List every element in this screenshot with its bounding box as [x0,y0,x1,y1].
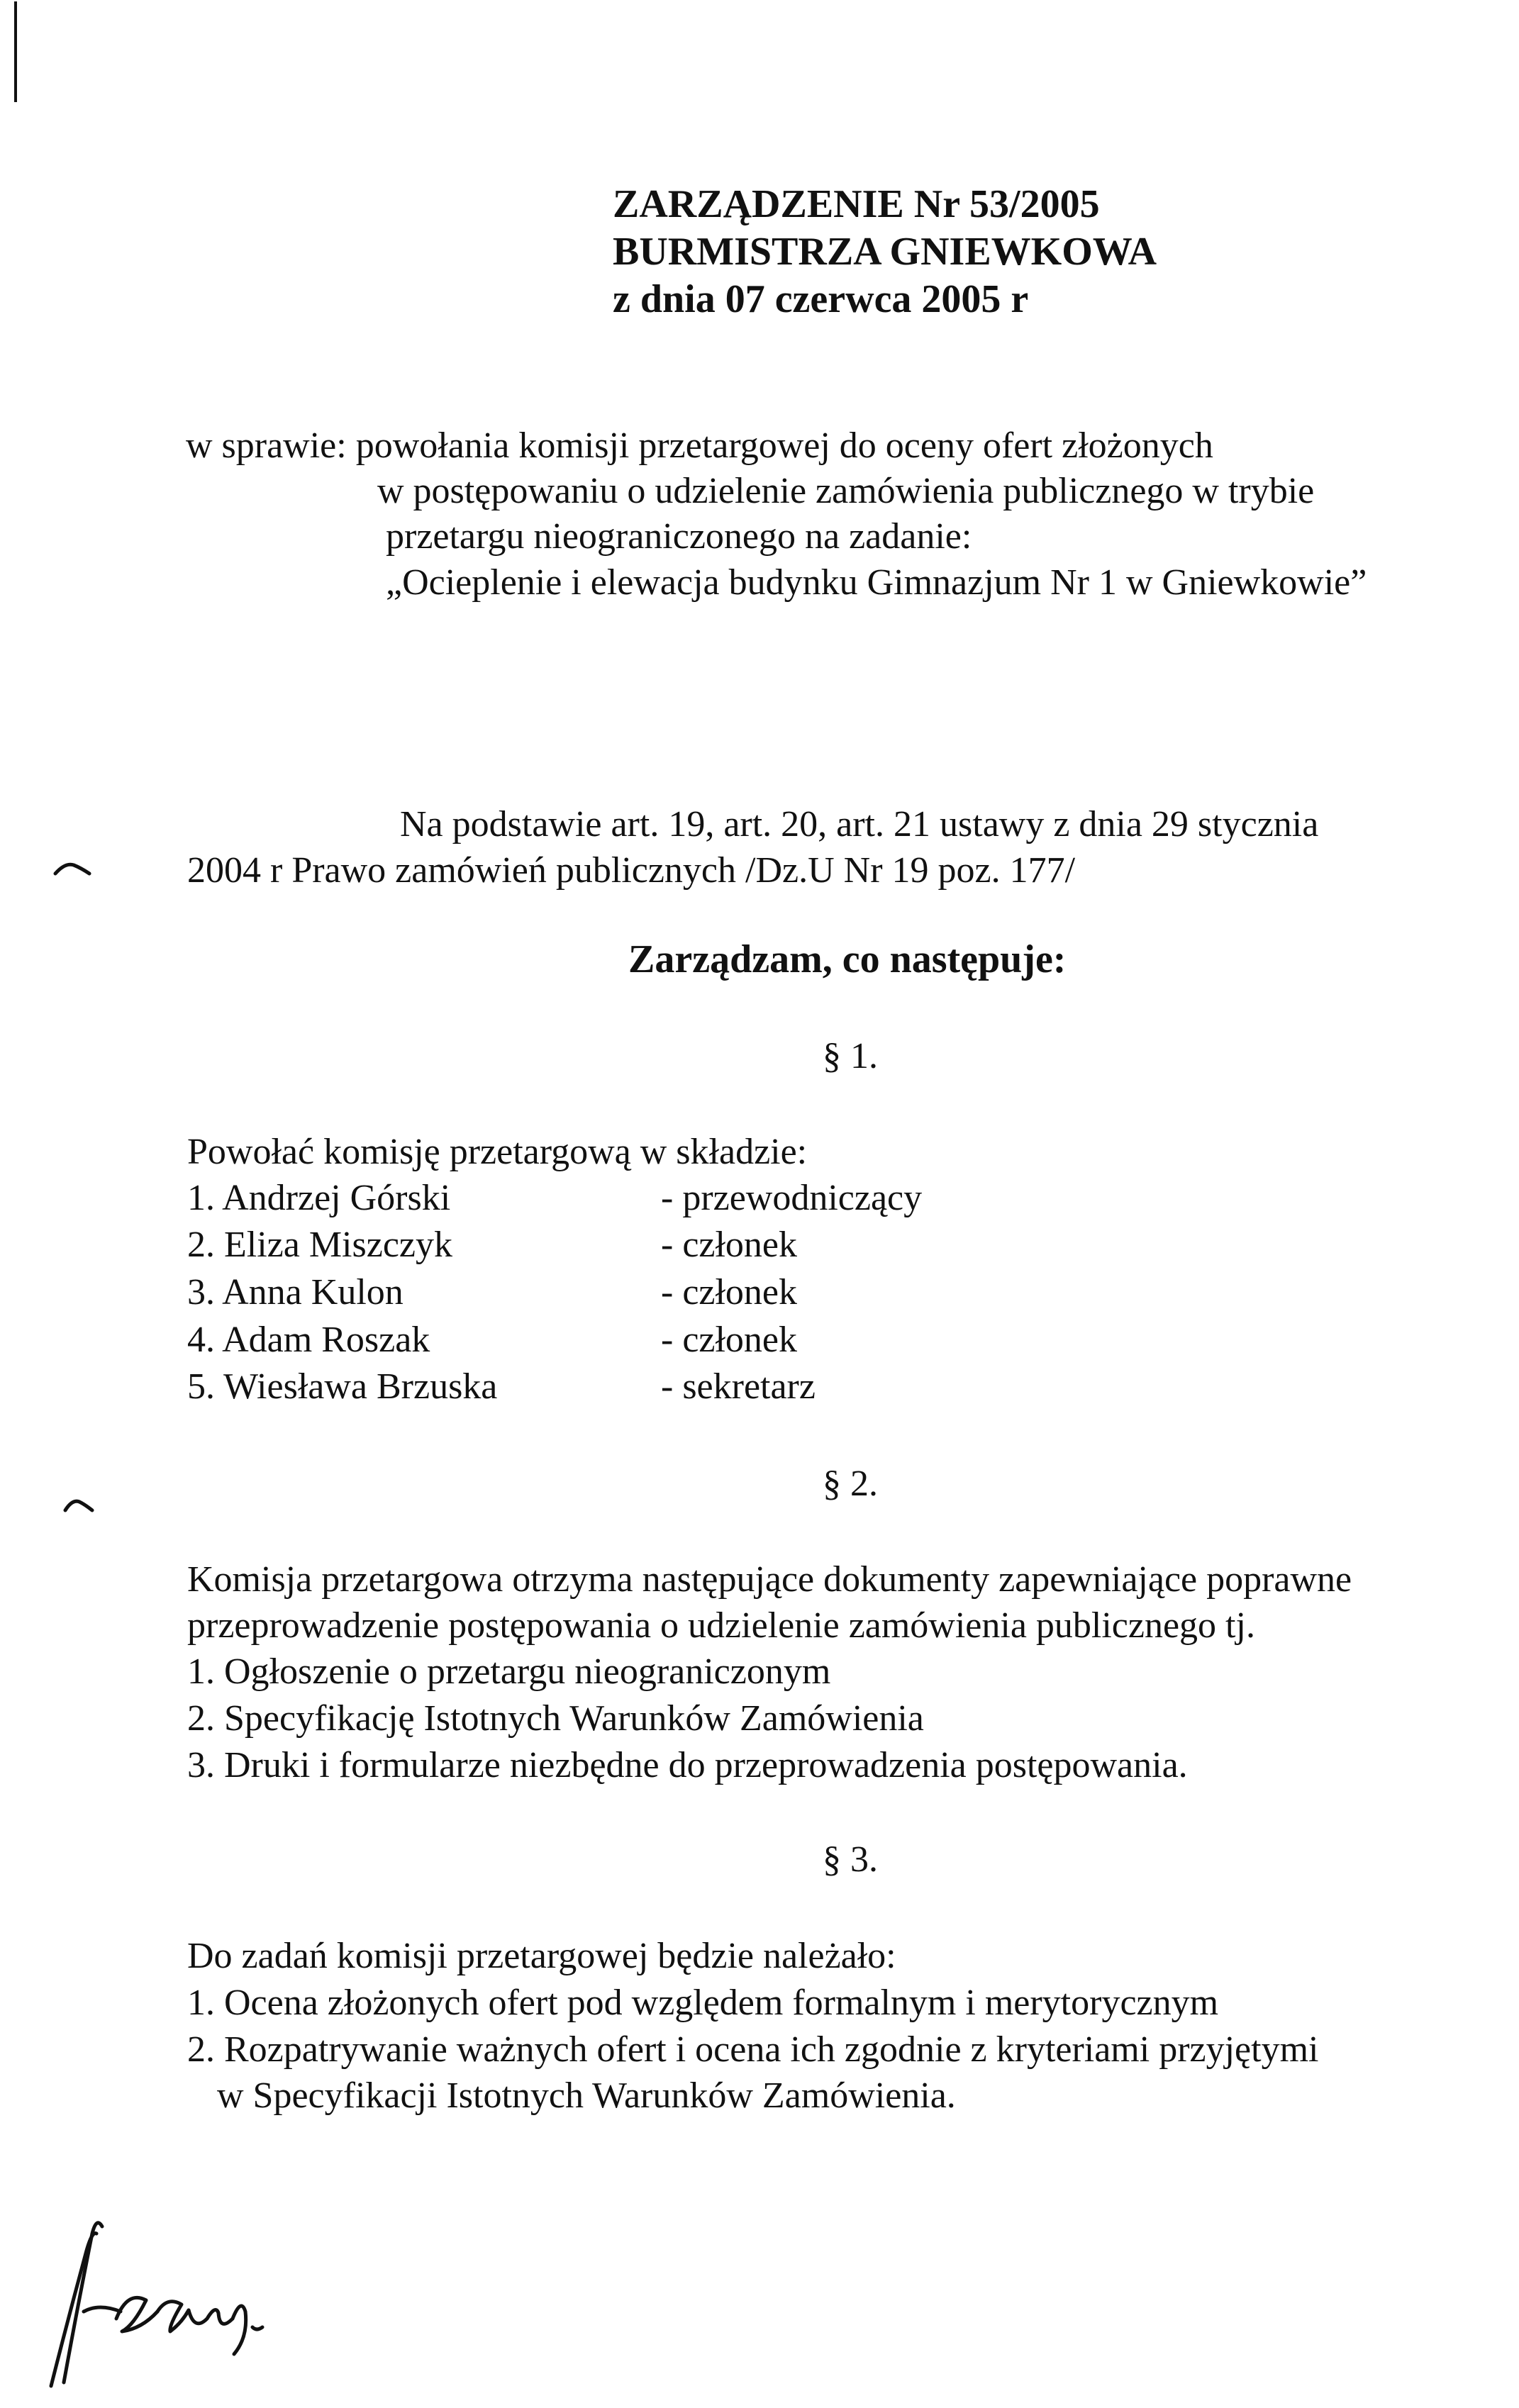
list-item: 1. Ocena złożonych ofert pod względem formalnym i merytorycznym [187,1983,1219,2023]
section-1-intro: Powołać komisję przetargową w składzie: [187,1132,808,1172]
subject-line-4: „Ocieplenie i elewacja budynku Gimnazjum Nr 1 w Gniewkowie” [386,562,1367,603]
subject-line-2: w postępowaniu o udzielenie zamówienia publicznego w trybie [377,471,1315,511]
member-role: - przewodniczący [661,1178,923,1218]
member-role: - członek [661,1320,798,1360]
member-name: 3. Anna Kulon [187,1272,404,1312]
member-role: - sekretarz [661,1366,816,1407]
document-title: ZARZĄDZENIE Nr 53/2005 [613,182,1100,226]
section-2-mark: § 2. [823,1464,878,1504]
member-name: 1. Andrzej Górski [187,1178,451,1218]
section-3-intro: Do zadań komisji przetargowej będzie należało: [187,1936,896,1976]
member-role: - członek [661,1272,798,1312]
section-1-mark: § 1. [823,1036,878,1076]
member-name: 5. Wiesława Brzuska [187,1366,498,1407]
scan-edge-line [14,1,17,102]
subject-line-1: w sprawie: powołania komisji przetargowej do oceny ofert złożonych [186,425,1213,466]
member-name: 2. Eliza Miszczyk [187,1225,452,1265]
member-role: - członek [661,1225,798,1265]
section-3-mark: § 3. [823,1839,878,1880]
margin-tick-mark [52,858,94,879]
list-item-continuation: w Specyfikacji Istotnych Warunków Zamówienia. [217,2075,956,2116]
margin-tick-mark [62,1496,95,1515]
signature-drawing [43,2205,298,2390]
list-item: 3. Druki i formularze niezbędne do przeprowadzenia postępowania. [187,1745,1188,1785]
list-item: 2. Specyfikację Istotnych Warunków Zamówienia [187,1698,924,1739]
member-name: 4. Adam Roszak [187,1320,430,1360]
section-2-line-2: przeprowadzenie postępowania o udzielenie zamówienia publicznego tj. [187,1605,1255,1646]
section-2-line-1: Komisja przetargowa otrzyma następujące dokumenty zapewniające poprawne [187,1559,1352,1600]
subject-line-3: przetargu nieograniczonego na zadanie: [386,516,972,557]
list-item: 2. Rozpatrywanie ważnych ofert i ocena ich zgodnie z kryteriami przyjętymi [187,2029,1319,2070]
basis-line-2: 2004 r Prawo zamówień publicznych /Dz.U Nr 19 poz. 177/ [187,850,1076,891]
list-item: 1. Ogłoszenie o przetargu nieograniczonym [187,1651,831,1692]
decree-heading: Zarządzam, co następuje: [628,937,1067,981]
document-date: z dnia 07 czerwca 2005 r [613,277,1029,321]
basis-line-1: Na podstawie art. 19, art. 20, art. 21 ustawy z dnia 29 stycznia [400,804,1319,845]
document-issuer: BURMISTRZA GNIEWKOWA [613,230,1157,274]
